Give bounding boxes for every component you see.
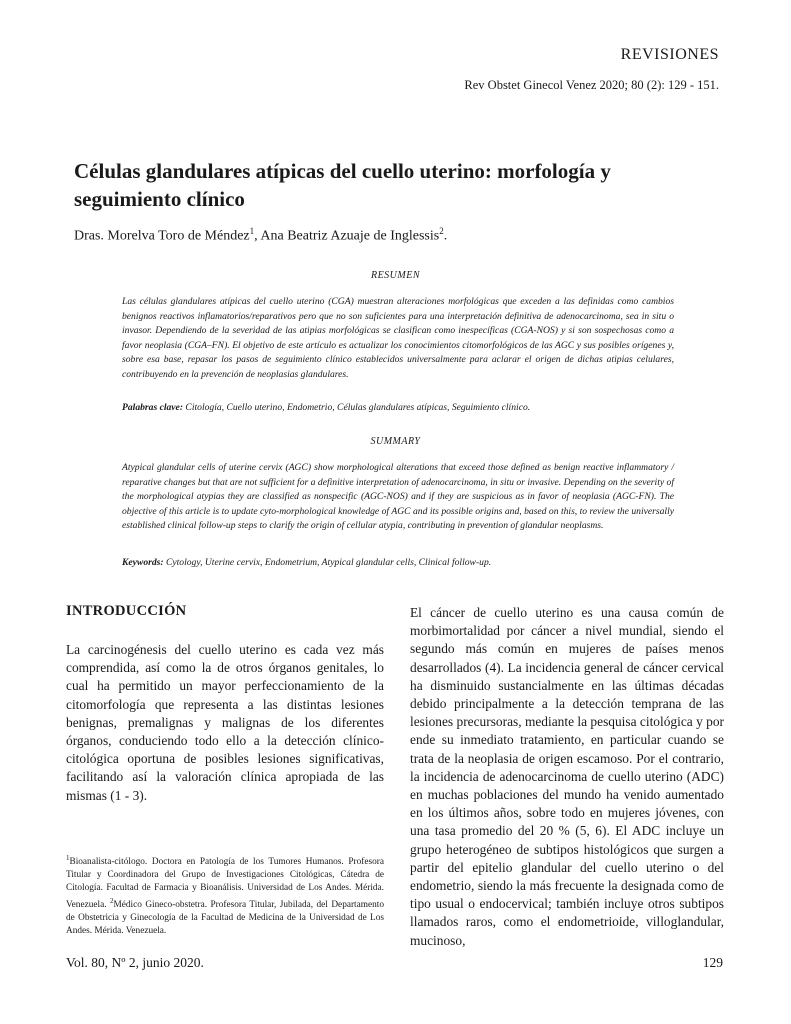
footnote-text-1: Bioanalista-citólogo. Doctora en Patología de los Tumores Humanos. Profesora Titular y Coordinadora del Grupo de Investigaciones Citológicas, Cátedra de Citología. Facultad de Farmacia y Bioanálisis. Universidad de Los Andes. Mérida. Venezuela. [66, 857, 384, 911]
introduction-paragraph-right: El cáncer de cuello uterino es una causa común de morbimortalidad por cáncer a nivel mundial, siendo el segundo más común en mujeres de países menos desarrollados (4). La incidencia general de cáncer cervical ha disminuido sustancialmente en las últimas décadas debido principalmente a la detección temprana de las lesiones precursoras, mediante la pesquisa citológica y por ende su inmediato tratamiento, en particular cuando se trata de la neoplasia de origen escamoso. Por el contrario, la incidencia de adenocarcinoma de cuello uterino (ADC) en muchas poblaciones del mundo ha venido aumentado en los últimos años, sobre todo en mujeres jóvenes, con una tasa promedio del 20 % (5, 6). El ADC incluye un grupo heterogéneo de subtipos histológicos que surgen a partir del epitelio glandular del cuello uterino o del endometrio, siendo la más frecuente la designada como de tipo usual o endocervical; también incluye otros subtipos llamados raros, como el endometrioide, villoglandular, mucinoso, [410, 605, 724, 948]
resumen-keywords-list: Citología, Cuello uterino, Endometrio, Células glandulares atípicas, Seguimiento clínico. [183, 402, 531, 413]
summary-keywords-list: Cytology, Uterine cervix, Endometrium, Atypical glandular cells, Clinical follow-up. [163, 557, 492, 568]
author-line-end: . [443, 228, 448, 244]
journal-citation: Rev Obstet Ginecol Venez 2020; 80 (2): 129 - 151. [464, 78, 719, 92]
journal-section-label: REVISIONES [620, 46, 719, 63]
introduction-heading: INTRODUCCIÓN [66, 603, 187, 619]
volume-footer: Vol. 80, Nº 2, junio 2020. [66, 955, 204, 970]
page-number: 129 [702, 955, 723, 970]
author-1-affiliation-mark: 1 [249, 226, 255, 236]
author-line [74, 226, 447, 245]
summary-keywords-label: Keywords: [122, 557, 164, 568]
resumen-body: Las células glandulares atípicas del cuello uterino (CGA) muestran alteraciones morfológicas que exceden a las definidas como cambios benignos reactivos inflamatorios/reparativos pero que no son suficientes para una interpretación definitiva de adenocarcinoma, sea in situ o invasor. Dependiendo de la severidad de las atipias morfológicas se clasifican como inespecíficas (CGA-NOS) y si son sospechosas como a favor neoplasia (CGA–FN). El objetivo de este artículo es actualizar los conocimientos citomorfológicos de las AGC y sus posibles orígenes y, sobre esa base, repasar los pasos de seguimiento clínico establecidos universalmente para aclarar el origen de dichas atipias celulares, contribuyendo en la prevención de neoplasias glandulares. [122, 296, 674, 380]
resumen-keywords [122, 402, 682, 413]
article-title: Células glandulares atípicas del cuello uterino: morfología y seguimiento clínico [74, 159, 611, 211]
author-1-name: Dras. Morelva Toro de Méndez [74, 228, 250, 244]
affiliation-footnote [66, 852, 384, 938]
resumen-heading: RESUMEN [370, 270, 421, 281]
footnote-mark-2: 2 [109, 897, 114, 906]
author-2-name: , Ana Beatriz Azuaje de Inglessis [254, 228, 440, 244]
author-2-affiliation-mark: 2 [439, 226, 444, 236]
footnote-text-2: Médico Gineco-obstetra. Profesora Titular, Jubilada, del Departamento de Obstetricia y Ginecología de la Facultad de Medicina de la Universidad de Los Andes. Mérida. Venezuela. [66, 900, 385, 937]
footnote-mark-1: 1 [66, 854, 70, 862]
resumen-keywords-label: Palabras clave: [122, 402, 184, 413]
summary-body: Atypical glandular cells of uterine cervix (AGC) show morphological alterations that exceed those defined as benign reactive inflammatory / reparative changes but that are not sufficient for a definitive interpretation of adenocarcinoma, in situ or invasive. Depending on the severity of the morphological atypias they are classified as nonspecific (AGC-NOS) and if they are suspicious as in favor of neoplasia (AGC-FN). The objective of this article is to update cyto-morphological knowledge of AGC and its possible origins and, based on this, to review the universally established clinical follow-up steps to clarify the origin of cellular atypia, contributing in prevention of glandular neoplasms. [122, 462, 674, 531]
introduction-paragraph-left: La carcinogénesis del cuello uterino es cada vez más comprendida, así como la de otros órganos genitales, lo cual ha permitido un mayor perfeccionamiento de la citomorfología que representa a las distintas lesiones benignas, premalignas y malignas de los diferentes órganos, conduciendo todo ello a la detección clínico-citológica oportuna de posibles lesiones significativas, facilitando así la valoración clínica apropiada de las mismas (1 - 3). [66, 642, 384, 803]
summary-keywords [122, 557, 682, 568]
summary-heading: SUMMARY [370, 436, 421, 447]
